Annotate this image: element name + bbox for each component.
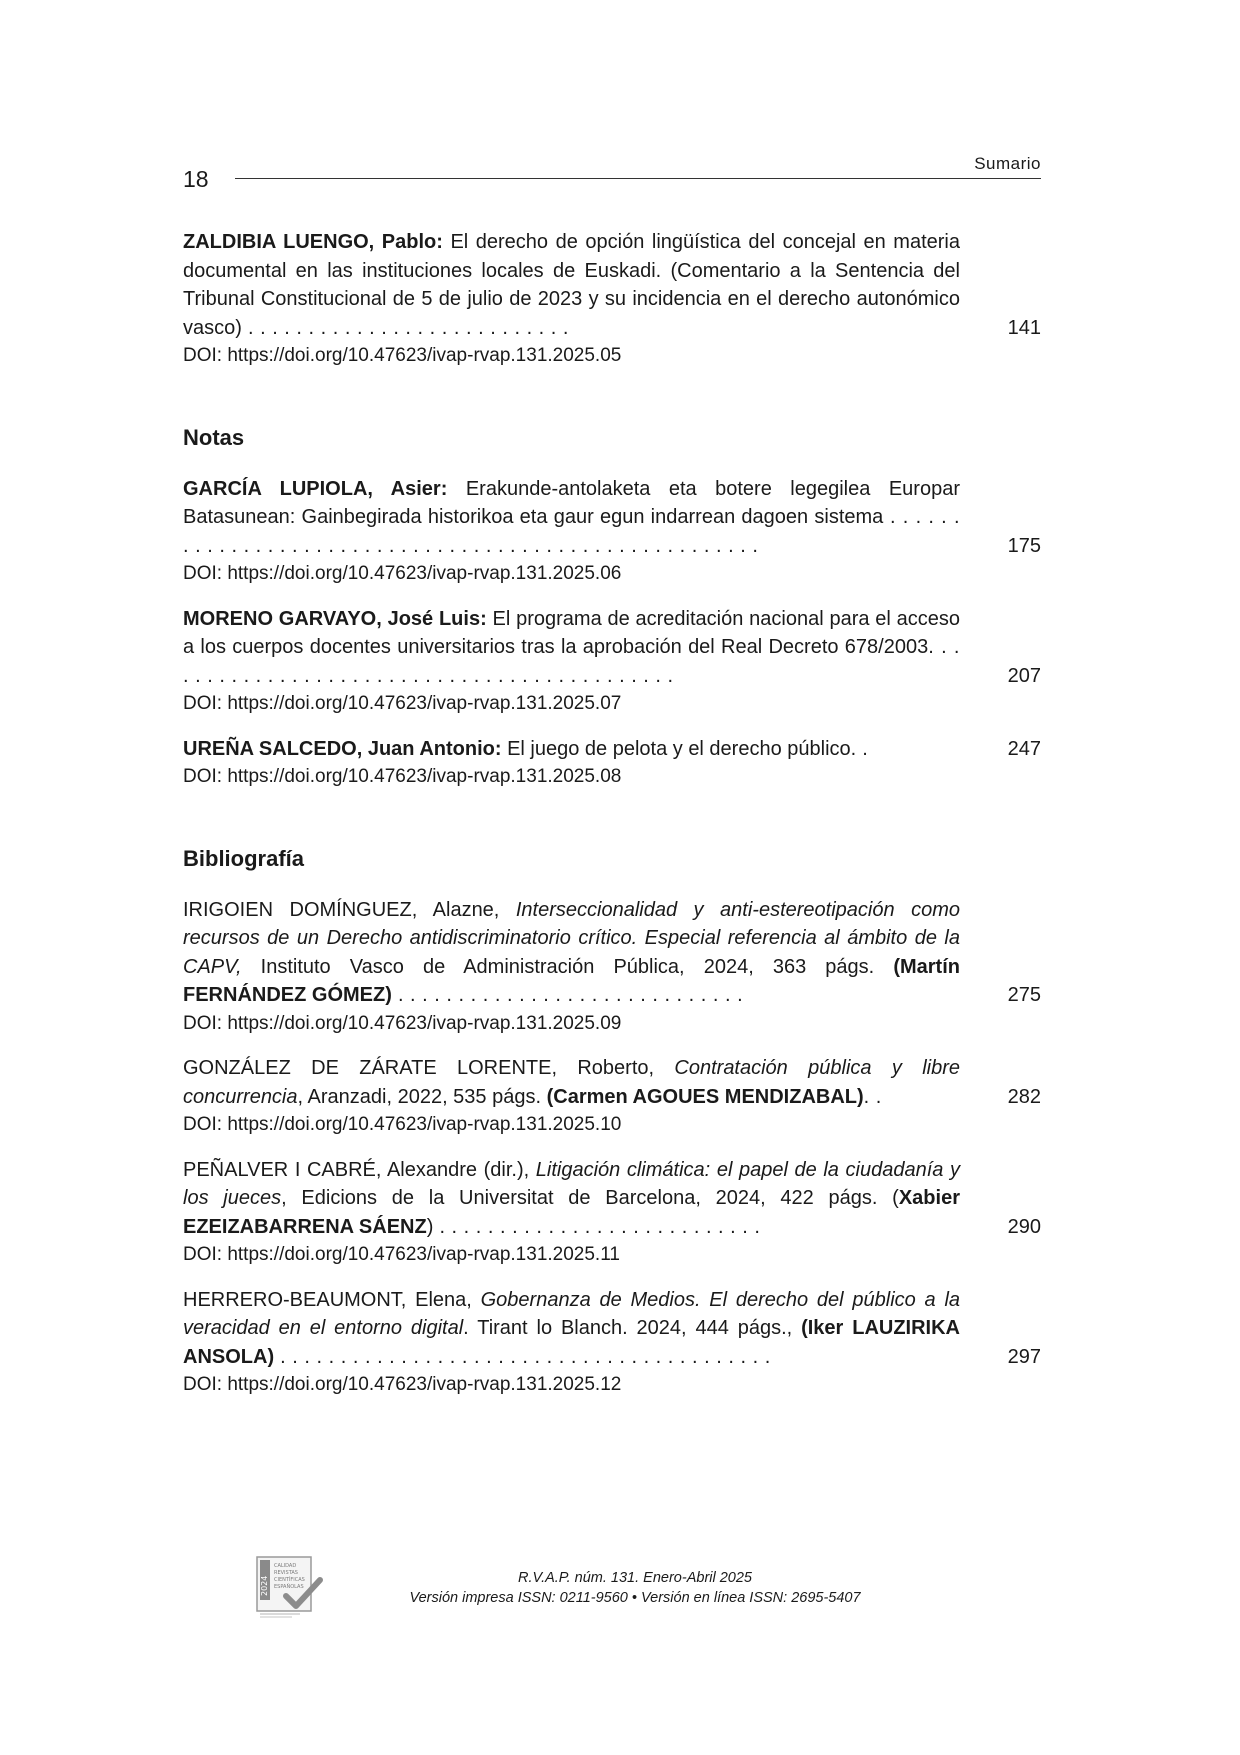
page-number: 18 — [183, 166, 209, 192]
entry-author: IRIGOIEN DOMÍNGUEZ, Alazne, — [183, 898, 516, 921]
entry-text — [183, 896, 960, 1010]
entry-title: Erakunde-antolaketa eta botere legegilea Europar Batasunean: Gainbegirada historikoa eta gaur egun indarrean dagoen sistema — [183, 477, 960, 528]
entry-doi-link[interactable]: DOI: https://doi.org/10.47623/ivap-rvap.131.2025.08 — [183, 766, 622, 787]
entry-book-title: Litigación climática: el papel de la ciudadanía y los jueces — [183, 1158, 960, 1209]
toc-entry-gonzalez[interactable] — [183, 1054, 1041, 1140]
leader-dots: . . . . . . . . . . . . . . . . . . . . . . . . . . . — [433, 1215, 761, 1238]
entry-title: El juego de pelota y el derecho público. — [501, 737, 857, 760]
entry-page-number: 290 — [1007, 1215, 1041, 1238]
entry-reviewer: Xabier EZEIZABARRENA SÁENZ — [183, 1187, 960, 1238]
running-section-title: Sumario — [974, 154, 1041, 173]
page-header — [183, 150, 1041, 190]
seal-line-2: REVISTAS — [274, 1570, 298, 1576]
entry-book-title: Contratación pública y libre concurrencia — [183, 1057, 960, 1108]
leader-dots: . . . . . . . . . . . . . . . . . . . . . . . . . . . . . — [391, 984, 744, 1006]
entry-reviewer: (Carmen AGOUES MENDIZABAL) — [546, 1085, 864, 1108]
entry-book-title: Interseccionalidad y anti-estereotipación como recursos de un Derecho antidiscriminatorio crítico. Especial referencia al ámbito de la CAPV, — [183, 898, 960, 978]
seal-line-1: CALIDAD — [274, 1563, 297, 1569]
leader-dots: . . . . . . . . . . . . . . . . . . . . . . . . . . . . . . . . . . . . . . . . . . . . . . . . . . . . . . — [183, 506, 961, 557]
table-of-contents — [183, 228, 1041, 1400]
entry-publisher: Instituto Vasco de Administración Pública, 2024, 363 págs. — [241, 955, 894, 978]
entry-publisher: . Tirant lo Blanch. 2024, 444 págs., — [463, 1317, 802, 1339]
toc-entry-garcia[interactable] — [183, 475, 1041, 589]
entry-author: PEÑALVER I CABRÉ, Alexandre (dir.), — [183, 1158, 536, 1181]
entry-author: ZALDIBIA LUENGO, Pablo: — [183, 231, 443, 253]
seal-line-4: ESPAÑOLAS — [274, 1584, 304, 1590]
entry-publisher: , Aranzadi, 2022, 535 págs. — [297, 1085, 547, 1108]
leader-dots: . . — [863, 1085, 882, 1108]
entry-doi-link[interactable]: DOI: https://doi.org/10.47623/ivap-rvap.131.2025.12 — [183, 1374, 622, 1395]
entry-page-number: 141 — [1007, 316, 1041, 339]
entry-title: El programa de acreditación nacional para el acceso a los cuerpos docentes universitarios tras la aprobación del Real Decreto 678/2003 — [183, 607, 960, 658]
toc-entry-irigoien[interactable] — [183, 896, 1041, 1039]
entry-page-number: 282 — [1007, 1085, 1041, 1108]
header-rule — [235, 178, 1041, 179]
seal-line-3: CIENTÍFICAS — [274, 1577, 305, 1583]
entry-doi-link[interactable]: DOI: https://doi.org/10.47623/ivap-rvap.131.2025.11 — [183, 1244, 620, 1265]
toc-entry-moreno[interactable] — [183, 605, 1041, 719]
toc-entry-herrero[interactable] — [183, 1286, 1041, 1400]
entry-author: HERRERO-BEAUMONT, Elena, — [183, 1288, 481, 1311]
entry-author: GARCÍA LUPIOLA, Asier: — [183, 477, 448, 500]
entry-doi-link[interactable]: DOI: https://doi.org/10.47623/ivap-rvap.131.2025.09 — [183, 1012, 622, 1034]
entry-doi-link[interactable]: DOI: https://doi.org/10.47623/ivap-rvap.131.2025.06 — [183, 563, 622, 584]
entry-author: UREÑA SALCEDO, Juan Antonio: — [183, 737, 502, 760]
leader-dots: . . . . . . . . . . . . . . . . . . . . . . . . . . . . . . . . . . . . . . . . . . . . — [183, 636, 960, 687]
leader-dots: . — [856, 737, 869, 760]
entry-reviewer: (Martín FERNÁNDEZ GÓMEZ) — [183, 955, 960, 1006]
entry-text — [183, 1054, 960, 1111]
issn-line: Versión impresa ISSN: 0211-9560 • Versión en línea ISSN: 2695-5407 — [409, 1590, 861, 1606]
entry-text — [183, 605, 960, 691]
entry-doi-link[interactable]: DOI: https://doi.org/10.47623/ivap-rvap.131.2025.10 — [183, 1114, 622, 1135]
toc-entry-zaldibia[interactable] — [183, 228, 1041, 371]
entry-text — [183, 228, 960, 342]
entry-author: GONZÁLEZ DE ZÁRATE LORENTE, Roberto, — [183, 1057, 675, 1079]
entry-doi-link[interactable]: DOI: https://doi.org/10.47623/ivap-rvap.131.2025.07 — [183, 693, 622, 714]
entry-book-title: Gobernanza de Medios. El derecho del público a la veracidad en el entorno digital — [183, 1288, 961, 1339]
entry-text — [183, 475, 960, 561]
entry-page-number: 297 — [1007, 1345, 1041, 1368]
leader-dots: . . . . . . . . . . . . . . . . . . . . . . . . . . . — [241, 316, 569, 339]
entry-reviewer: (Iker LAUZIRIKA ANSOLA) — [183, 1317, 960, 1368]
entry-title: El derecho de opción lingüística del concejal en materia documental en las instituciones locales de Euskadi. (Comentario a la Sentencia del Tribunal Constitucional de 5 de julio de 2023 y su incidencia en el derecho autonómico vasco) — [183, 231, 960, 339]
entry-text — [183, 735, 960, 764]
entry-page-number: 247 — [1007, 737, 1041, 760]
section-heading-notas: Notas — [183, 424, 245, 450]
entry-page-number: 275 — [1007, 984, 1041, 1006]
journal-issue-line: R.V.A.P. núm. 131. Enero-Abril 2025 — [517, 1570, 752, 1586]
section-heading-bibliografia: Bibliografía — [183, 845, 305, 871]
entry-doi-link[interactable]: DOI: https://doi.org/10.47623/ivap-rvap.131.2025.05 — [183, 345, 622, 366]
leader-dots: . . . . . . . . . . . . . . . . . . . . . . . . . . . . . . . . . . . . . . . . . — [274, 1345, 771, 1368]
entry-text — [183, 1286, 960, 1372]
entry-page-number: 207 — [1007, 664, 1041, 687]
seal-year: 2024 — [260, 1575, 269, 1596]
entry-text — [183, 1156, 960, 1242]
quality-seal-icon — [256, 1556, 326, 1620]
entry-publisher: , Edicions de la Universitat de Barcelona, 2024, 422 págs. ( — [281, 1187, 899, 1209]
toc-entry-urena[interactable] — [183, 735, 1041, 792]
entry-author: MORENO GARVAYO, José Luis: — [183, 607, 487, 630]
entry-page-number: 175 — [1007, 534, 1041, 557]
toc-entry-penalver[interactable] — [183, 1156, 1041, 1270]
entry-reviewer-close: ) — [426, 1215, 434, 1238]
